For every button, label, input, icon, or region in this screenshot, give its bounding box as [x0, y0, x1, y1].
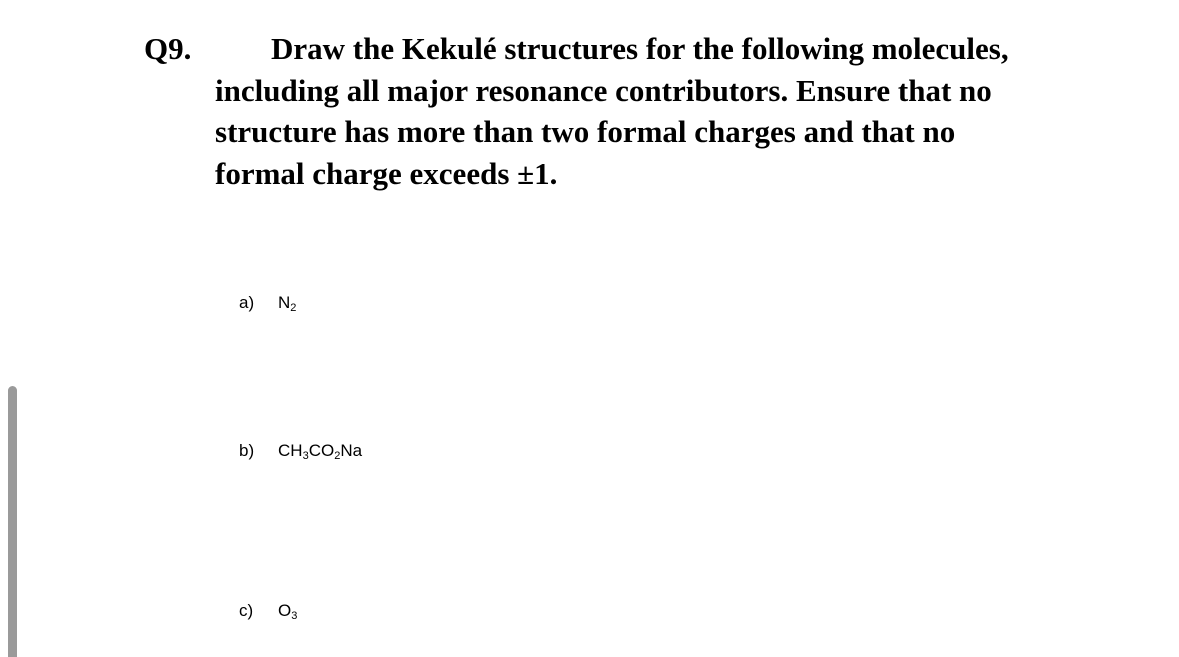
chemical-formula	[278, 441, 362, 460]
formula-subscript: 2	[334, 450, 341, 462]
part-label: b)	[239, 441, 255, 460]
question-text: Draw the Kekulé structures for the following molecules, including all major resonance contributors. Ensure that no structure has more than two formal charges and that no formal charge exceeds ±1.	[215, 31, 1009, 191]
chemical-formula	[278, 293, 296, 312]
question-number: Q9.	[144, 31, 192, 66]
formula-segment: CO	[308, 441, 335, 460]
formula-segment: Na	[340, 441, 363, 460]
formula-segment: CH	[278, 441, 303, 460]
part-a	[239, 292, 296, 314]
formula-subscript: 3	[302, 450, 309, 462]
part-label: a)	[239, 293, 255, 312]
part-b	[239, 440, 362, 462]
formula-subscript: 2	[290, 302, 297, 314]
formula-segment: N	[278, 293, 291, 312]
part-c	[239, 600, 297, 622]
scrollbar[interactable]	[8, 386, 17, 657]
formula-segment: O	[278, 601, 292, 620]
part-label: c)	[239, 601, 254, 620]
formula-subscript: 3	[291, 610, 298, 622]
chemical-formula	[278, 601, 297, 620]
